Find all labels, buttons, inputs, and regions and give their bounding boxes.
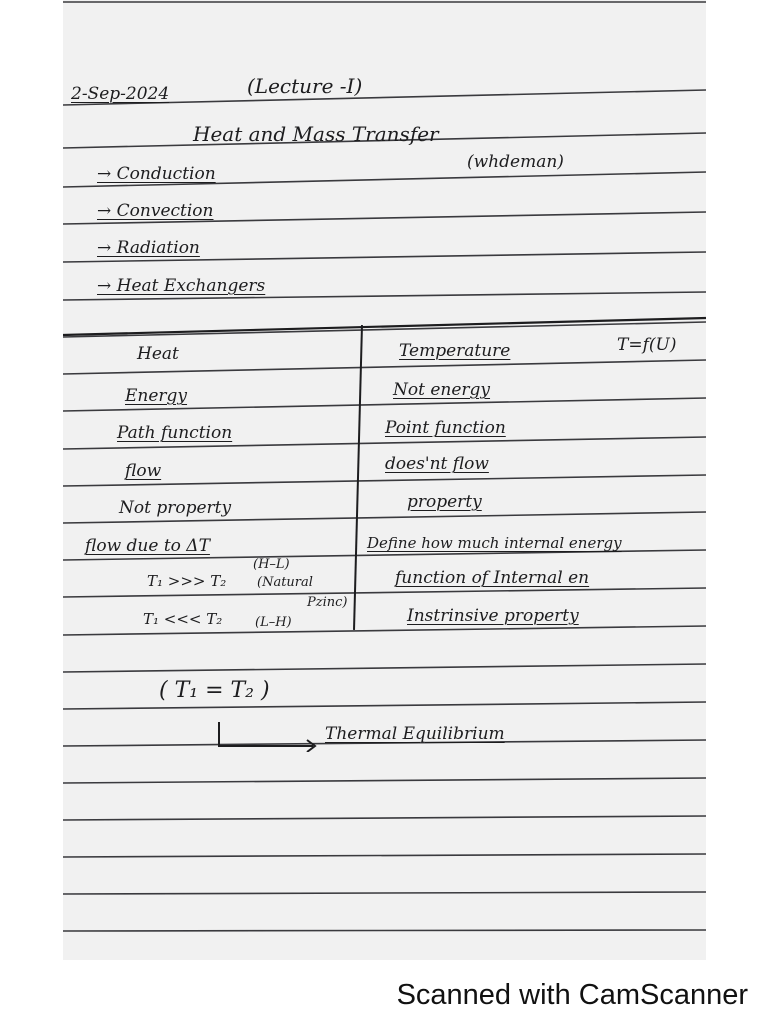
date: 2-Sep-2024 <box>71 84 170 104</box>
heat-header: Heat <box>137 344 179 364</box>
topic-convection: → Convection <box>97 201 214 221</box>
case-1: T₁ >>> T₂ <box>147 572 227 590</box>
topic-conduction: → Conduction <box>97 164 216 184</box>
heat-row-flow-due: flow due to ΔT <box>85 536 210 556</box>
heat-row-path-function: Path function <box>117 423 233 443</box>
case-1-note-2: Pzinc) <box>307 595 348 610</box>
page-title: Heat and Mass Transfer <box>193 122 439 146</box>
temp-row-property: property <box>407 492 482 512</box>
temp-row-intrinsic: Instrinsive property <box>407 606 579 626</box>
equilibrium-arrow <box>213 718 323 752</box>
lecture-label: (Lecture -I) <box>247 74 363 98</box>
equilibrium-label: Thermal Equilibrium <box>325 724 505 744</box>
temp-row-define: Define how much internal energy <box>367 534 622 552</box>
table-top-rule <box>63 318 706 335</box>
temp-row-point-function: Point function <box>385 418 506 438</box>
reference: (whdeman) <box>467 152 564 172</box>
temp-row-no-flow: does'nt flow <box>385 454 489 474</box>
case-2-direction: (L–H) <box>255 615 292 630</box>
topic-radiation: → Radiation <box>97 238 200 258</box>
heat-row-energy: Energy <box>125 386 188 406</box>
case-2: T₁ <<< T₂ <box>143 610 223 628</box>
topic-heat-exchangers: → Heat Exchangers <box>97 276 266 296</box>
heat-row-flow: flow <box>125 461 162 481</box>
heat-row-not-property: Not property <box>119 498 232 518</box>
case-1-direction: (H–L) <box>253 557 290 572</box>
temp-row-function-of: function of Internal en <box>395 568 590 588</box>
temp-row-not-energy: Not energy <box>393 380 491 400</box>
case-1-note: (Natural <box>257 575 313 590</box>
temperature-formula: T=f(U) <box>617 335 677 355</box>
notebook-page <box>63 0 706 960</box>
scanner-watermark: Scanned with CamScanner <box>396 979 748 1011</box>
equilibrium-equation: ( T₁ = T₂ ) <box>159 678 270 703</box>
temperature-header: Temperature <box>399 341 511 361</box>
